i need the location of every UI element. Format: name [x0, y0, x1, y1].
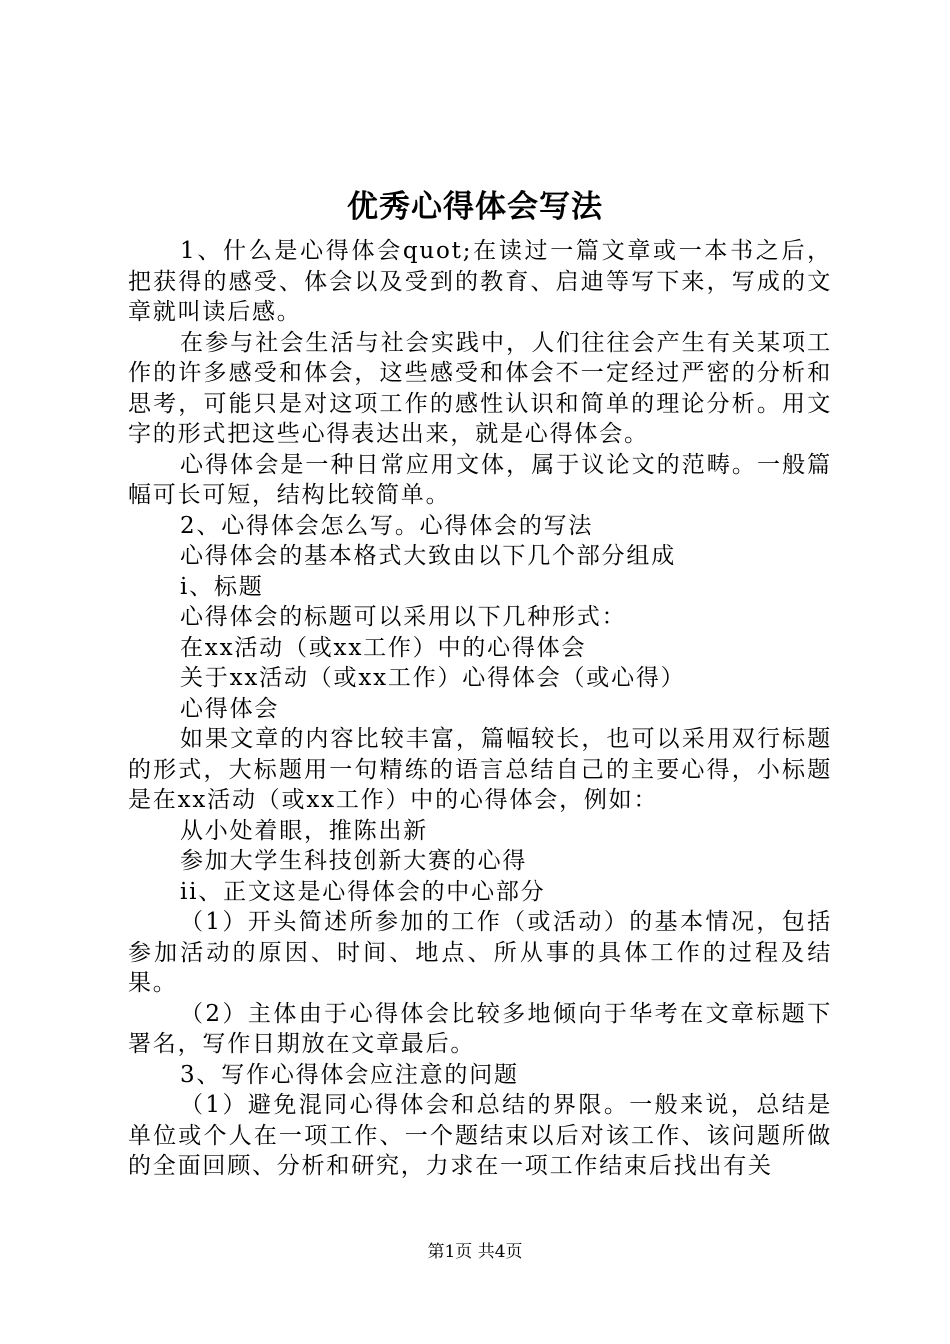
paragraph: 如果文章的内容比较丰富，篇幅较长，也可以采用双行标题的形式，大标题用一句精练的语言总结自己的主要心得，小标题是在xx活动（或xx工作）中的心得体会，例如： [128, 726, 832, 813]
paragraph: 心得体会的基本格式大致由以下几个部分组成 [180, 543, 676, 569]
paragraph: （1）避免混同心得体会和总结的界限。一般来说，总结是单位或个人在一项工作、一个题结束以后对该工作、该问题所做的全面回顾、分析和研究，力求在一项工作结束后找出有关 [128, 1092, 832, 1179]
paragraph: 在参与社会生活与社会实践中，人们往往会产生有关某项工作的许多感受和体会，这些感受和体会不一定经过严密的分析和思考，可能只是对这项工作的感性认识和简单的理论分析。用文字的形式把这些心得表达出来，就是心得体会。 [128, 329, 832, 447]
subsection-heading: ii、正文这是心得体会的中心部分 [180, 878, 546, 905]
example-title: 从小处着眼，推陈出新 [180, 817, 428, 844]
paragraph: （1）开头简述所参加的工作（或活动）的基本情况，包括参加活动的原因、时间、地点、所从事的具体工作的过程及结果。 [128, 909, 832, 996]
subsection-heading: i、标题 [180, 573, 264, 600]
example-title: 关于xx活动（或xx工作）心得体会（或心得） [180, 665, 686, 691]
paragraph: （2）主体由于心得体会比较多地倾向于华考在文章标题下署名，写作日期放在文章最后。 [128, 1000, 832, 1057]
document-body [128, 236, 832, 1182]
paragraph: 心得体会是一种日常应用文体，属于议论文的范畴。一般篇幅可长可短，结构比较简单。 [128, 451, 832, 508]
page-number: 第1页 共4页 [427, 1242, 523, 1262]
example-title: 心得体会 [180, 695, 280, 722]
paragraph: 1、什么是心得体会quot;在读过一篇文章或一本书之后，把获得的感受、体会以及受到的教育、启迪等写下来，写成的文章就叫读后感。 [128, 238, 832, 325]
section-heading: 3、写作心得体会应注意的问题 [180, 1061, 519, 1088]
example-title: 在xx活动（或xx工作）中的心得体会 [180, 634, 587, 661]
paragraph: 心得体会的标题可以采用以下几种形式： [180, 604, 627, 630]
document-title: 优秀心得体会写法 [347, 189, 603, 225]
example-title: 参加大学生科技创新大赛的心得 [180, 848, 528, 874]
section-heading: 2、心得体会怎么写。心得体会的写法 [180, 512, 594, 539]
